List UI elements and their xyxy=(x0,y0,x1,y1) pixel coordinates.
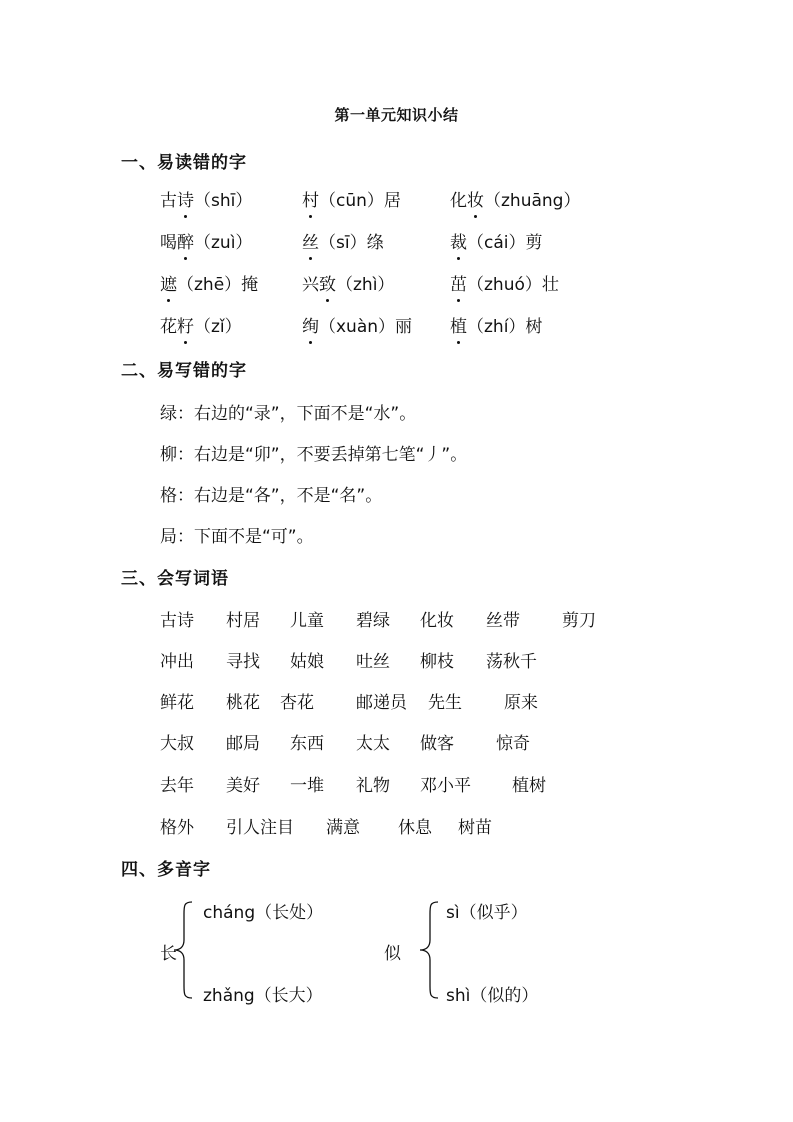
entry-text: 树 xyxy=(525,317,543,337)
emphasized-char: 致 xyxy=(319,270,336,295)
vocab-word: 丝带 xyxy=(486,611,520,631)
vocab-word: 做客 xyxy=(420,734,454,754)
polyphone-reading: cháng（长处） xyxy=(203,903,324,923)
entry-text: 丽 xyxy=(395,317,413,337)
polyphone-char: 长 xyxy=(160,944,177,964)
vocab-word: 化妆 xyxy=(420,611,454,631)
left-brace-icon xyxy=(172,900,196,1000)
polyphone-char: 似 xyxy=(384,944,401,964)
entry-text: 居 xyxy=(383,191,401,211)
section-heading-1: 一、易读错的字 xyxy=(121,153,247,173)
pinyin: （zhuó） xyxy=(467,275,542,295)
vocab-word: 邓小平 xyxy=(420,776,471,796)
vocab-word: 满意 xyxy=(326,818,360,838)
emphasized-char: 籽 xyxy=(177,312,194,337)
vocab-word: 惊奇 xyxy=(496,734,530,754)
section-heading-2: 二、易写错的字 xyxy=(121,361,247,381)
vocab-word: 碧绿 xyxy=(356,611,390,631)
emphasized-char: 村 xyxy=(302,186,319,211)
left-brace-icon xyxy=(418,900,442,1000)
pinyin: （zhuāng） xyxy=(484,191,581,211)
vocab-word: 原来 xyxy=(504,693,538,713)
reading-entry xyxy=(160,312,242,337)
pinyin: （cái） xyxy=(467,233,526,253)
vocab-word: 寻找 xyxy=(226,652,260,672)
emphasized-char: 裁 xyxy=(450,228,467,253)
vocab-word: 树苗 xyxy=(458,818,492,838)
note-line: 格：右边是“各”，不是“名”。 xyxy=(160,486,383,506)
reading-entry xyxy=(302,270,394,295)
reading-entry xyxy=(450,186,580,211)
reading-entry xyxy=(302,228,384,253)
reading-entry xyxy=(450,270,559,295)
reading-entry xyxy=(450,312,542,337)
vocab-word: 植树 xyxy=(512,776,546,796)
entry-text: 古 xyxy=(160,191,177,211)
section-heading-3: 三、会写词语 xyxy=(121,569,229,589)
polyphone-reading: sì（似乎） xyxy=(446,903,528,923)
vocab-word: 大叔 xyxy=(160,734,194,754)
pinyin: （xuàn） xyxy=(319,317,396,337)
entry-text: 化 xyxy=(450,191,467,211)
reading-entry xyxy=(160,186,252,211)
emphasized-char: 诗 xyxy=(177,186,194,211)
pinyin: （shī） xyxy=(194,191,253,211)
vocab-word: 剪刀 xyxy=(562,611,596,631)
reading-entry xyxy=(302,312,412,337)
vocab-word: 引人注目 xyxy=(226,818,294,838)
reading-entry xyxy=(160,228,252,253)
vocab-word: 冲出 xyxy=(160,652,194,672)
entry-text: 壮 xyxy=(541,275,559,295)
reading-entry xyxy=(302,186,401,211)
vocab-word: 休息 xyxy=(398,818,432,838)
vocab-word: 桃花 xyxy=(226,693,260,713)
pinyin: （sī） xyxy=(319,233,367,253)
vocab-word: 姑娘 xyxy=(290,652,324,672)
pinyin: （zǐ） xyxy=(194,317,242,337)
entry-text: 掩 xyxy=(241,275,259,295)
note-line: 绿：右边的“录”，下面不是“水”。 xyxy=(160,404,417,424)
vocab-word: 村居 xyxy=(226,611,260,631)
pinyin: （zhí） xyxy=(467,317,526,337)
entry-text: 喝 xyxy=(160,233,177,253)
polyphone-reading: zhǎng（长大） xyxy=(203,986,323,1006)
emphasized-char: 绚 xyxy=(302,312,319,337)
reading-entry xyxy=(450,228,543,253)
entry-text: 剪 xyxy=(525,233,543,253)
polyphone-reading: shì（似的） xyxy=(446,986,539,1006)
note-line: 局：下面不是“可”。 xyxy=(160,527,314,547)
emphasized-char: 妆 xyxy=(467,186,484,211)
note-line: 柳：右边是“卯”，不要丢掉第七笔“丿”。 xyxy=(160,445,468,465)
section-heading-4: 四、多音字 xyxy=(121,860,211,880)
entry-text: 兴 xyxy=(302,275,319,295)
emphasized-char: 醉 xyxy=(177,228,194,253)
vocab-word: 古诗 xyxy=(160,611,194,631)
vocab-word: 邮局 xyxy=(226,734,260,754)
pinyin: （zuì） xyxy=(194,233,253,253)
vocab-word: 去年 xyxy=(160,776,194,796)
vocab-word: 荡秋千 xyxy=(486,652,537,672)
vocab-word: 柳枝 xyxy=(420,652,454,672)
reading-entry xyxy=(160,270,258,295)
vocab-word: 一堆 xyxy=(290,776,324,796)
vocab-word: 鲜花 xyxy=(160,693,194,713)
vocab-word: 格外 xyxy=(160,818,194,838)
vocab-word: 太太 xyxy=(356,734,390,754)
pinyin: （zhē） xyxy=(177,275,242,295)
pinyin: （cūn） xyxy=(319,191,384,211)
emphasized-char: 茁 xyxy=(450,270,467,295)
vocab-word: 礼物 xyxy=(356,776,390,796)
vocab-word: 先生 xyxy=(428,693,462,713)
emphasized-char: 丝 xyxy=(302,228,319,253)
vocab-word: 美好 xyxy=(226,776,260,796)
vocab-word: 吐丝 xyxy=(356,652,390,672)
emphasized-char: 植 xyxy=(450,312,467,337)
page-title: 第一单元知识小结 xyxy=(334,106,459,124)
entry-text: 绦 xyxy=(366,233,384,253)
pinyin: （zhì） xyxy=(336,275,395,295)
entry-text: 花 xyxy=(160,317,177,337)
vocab-word: 邮递员 xyxy=(356,693,407,713)
emphasized-char: 遮 xyxy=(160,270,177,295)
vocab-word: 东西 xyxy=(290,734,324,754)
vocab-word: 儿童 xyxy=(290,611,324,631)
vocab-word: 杏花 xyxy=(280,693,314,713)
